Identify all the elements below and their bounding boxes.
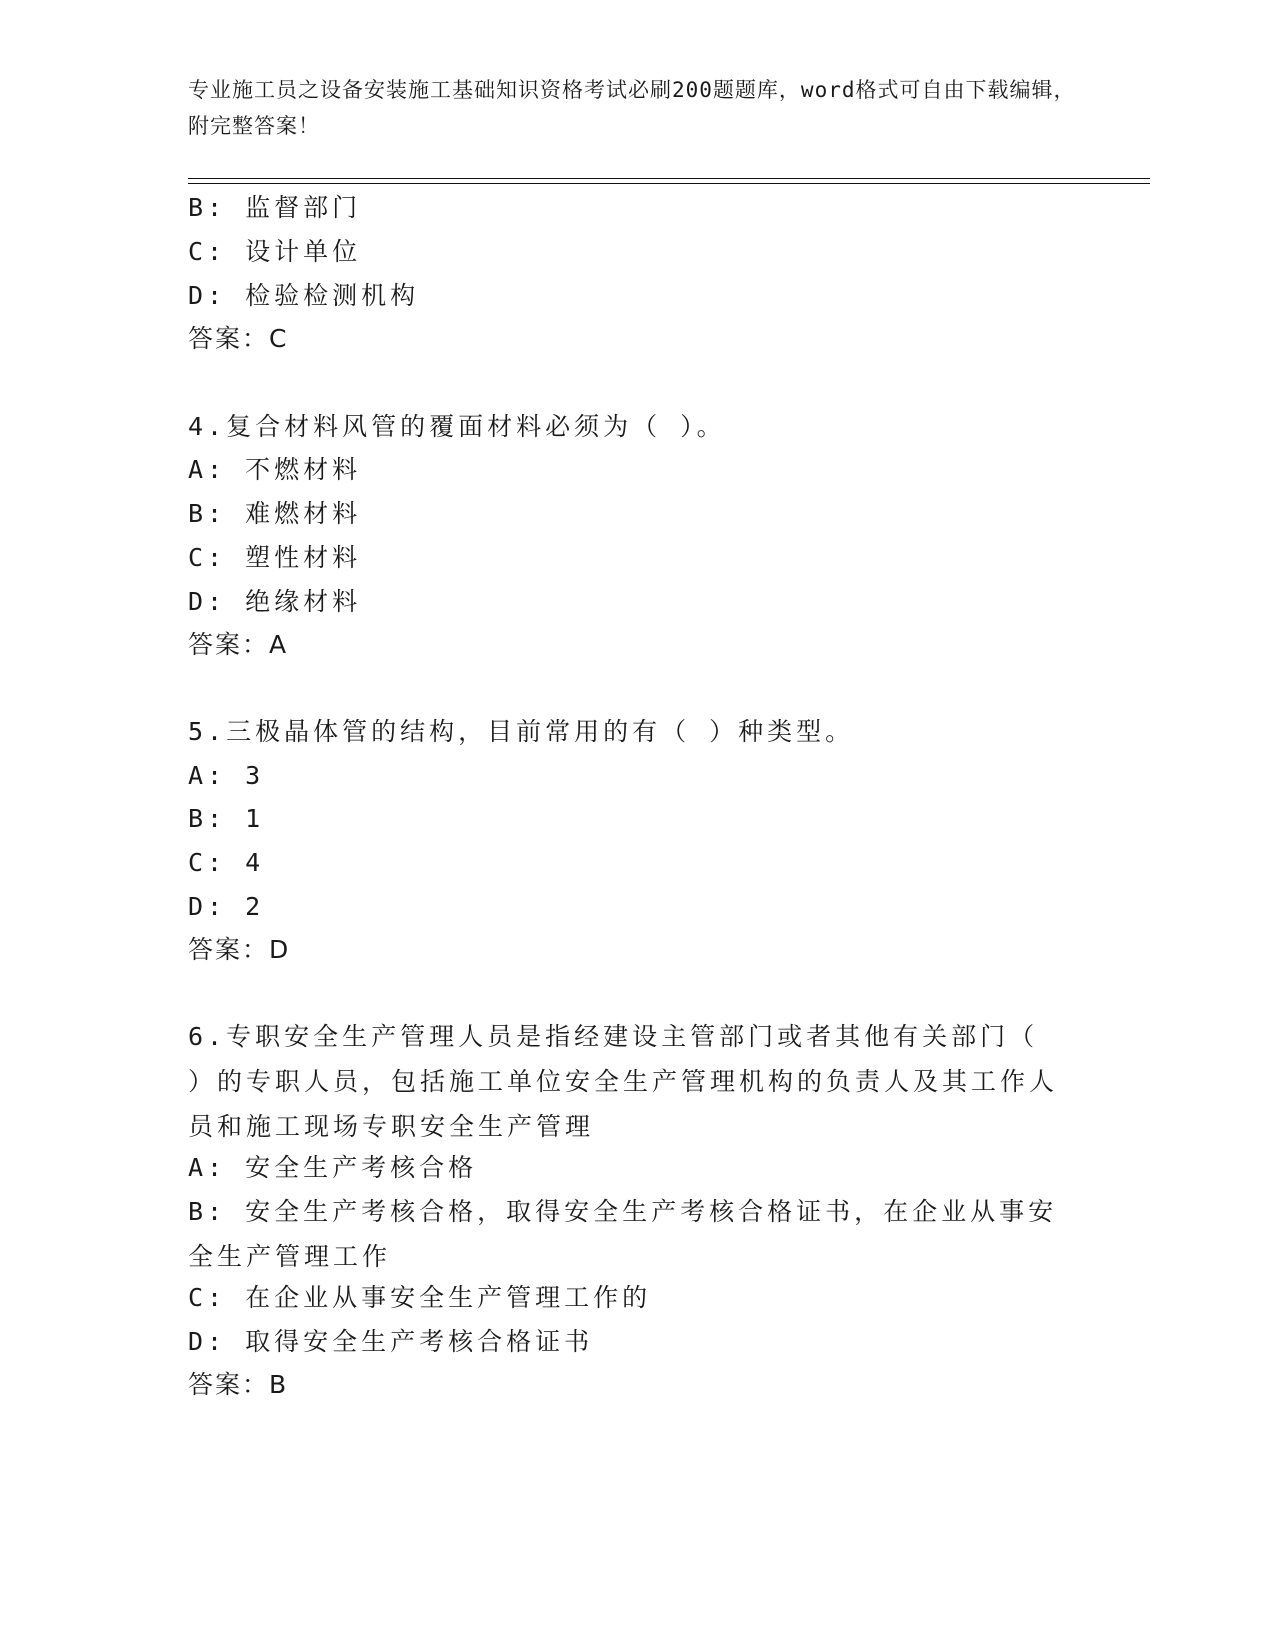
q6-option-a: A: 安全生产考核合格	[188, 1153, 478, 1182]
q5-answer: 答案：D	[188, 935, 291, 964]
q3-option-d: D: 检验检测机构	[188, 281, 420, 310]
q4-option-d: D: 绝缘材料	[188, 587, 362, 616]
q5-option-d: D: 2	[188, 892, 265, 921]
q6-option-c: C: 在企业从事安全生产管理工作的	[188, 1283, 652, 1312]
q5-option-a: A: 3	[188, 761, 265, 790]
q4-option-c: C: 塑性材料	[188, 543, 362, 572]
q5-option-c: C: 4	[188, 848, 265, 877]
q6-option-d: D: 取得安全生产考核合格证书	[188, 1327, 594, 1356]
document-header: 专业施工员之设备安装施工基础知识资格考试必刷200题题库，word格式可自由下载编辑，附完整答案！	[188, 78, 1076, 138]
q6-question: 6.专职安全生产管理人员是指经建设主管部门或者其他有关部门（ ）的专职人员，包括施工单位安全生产管理机构的负责人及其工作人员和施工现场专职安全生产管理	[188, 1022, 1059, 1141]
q6-option-b: B: 安全生产考核合格，取得安全生产考核合格证书，在企业从事安全生产管理工作	[188, 1197, 1058, 1271]
header-rule-bottom	[188, 183, 1150, 184]
q3-answer: 答案：C	[188, 324, 289, 353]
q6-answer: 答案：B	[188, 1370, 289, 1399]
q4-option-b: B: 难燃材料	[188, 499, 362, 528]
q4-option-a: A: 不燃材料	[188, 455, 362, 484]
q5-question: 5.三极晶体管的结构，目前常用的有（ ）种类型。	[188, 717, 855, 746]
q3-option-b: B: 监督部门	[188, 193, 362, 222]
q3-option-c: C: 设计单位	[188, 237, 362, 266]
header-rule-top	[188, 178, 1150, 179]
q4-answer: 答案：A	[188, 630, 289, 659]
q5-option-b: B: 1	[188, 804, 265, 833]
q4-question: 4.复合材料风管的覆面材料必须为（ ）。	[188, 412, 726, 441]
